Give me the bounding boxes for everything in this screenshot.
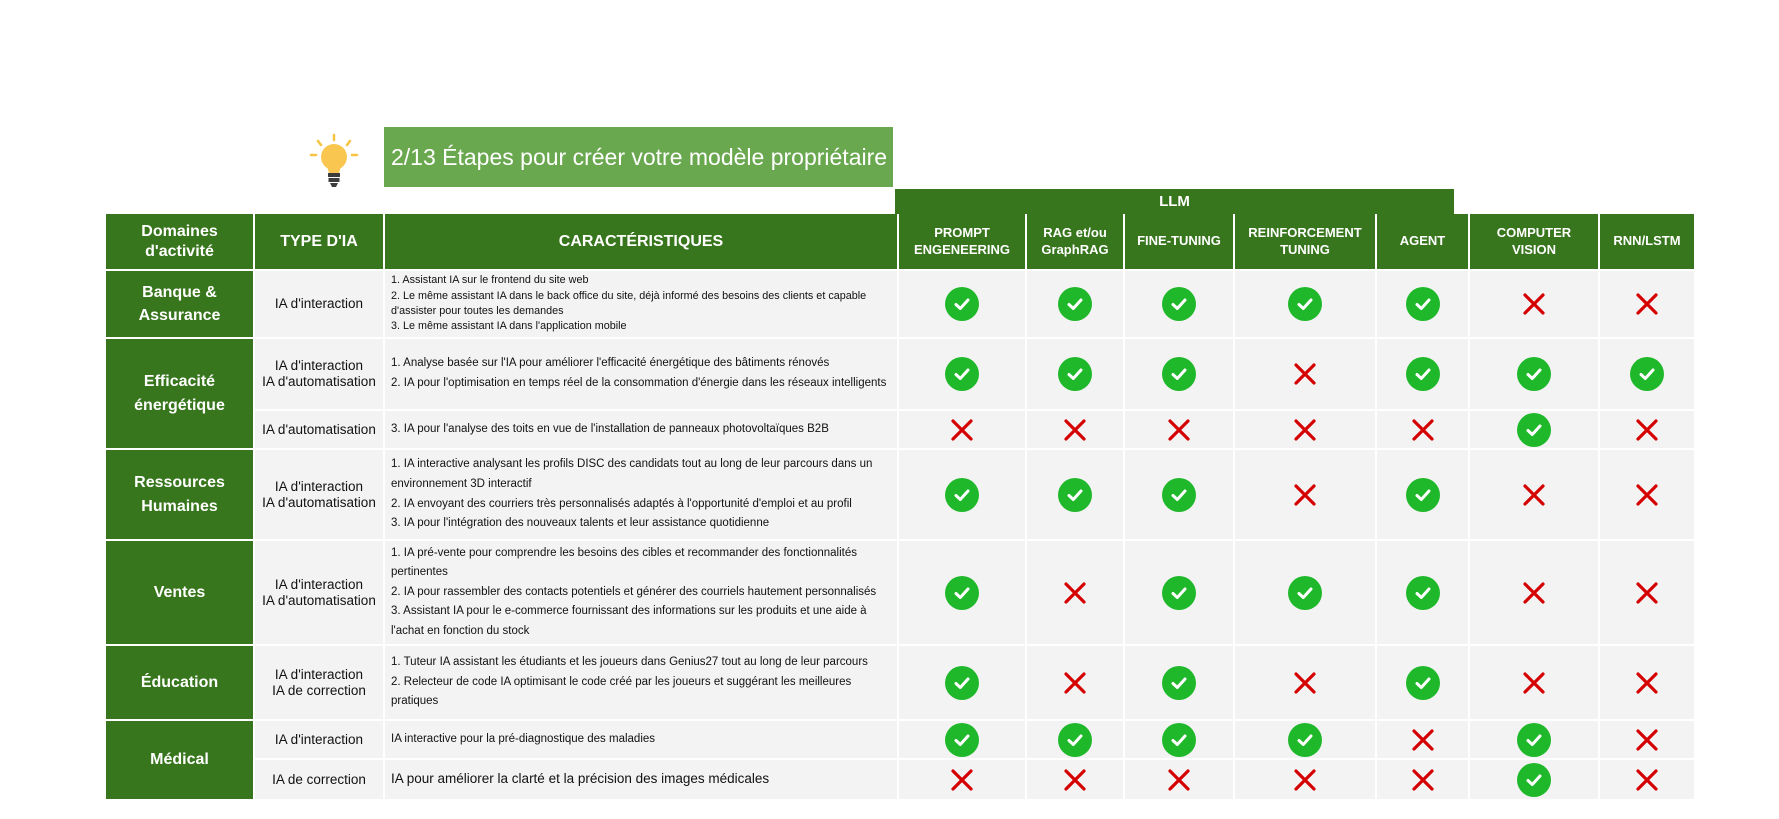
mark-cell-fine-tuning (1125, 646, 1233, 719)
domain-education: Éducation (106, 646, 253, 719)
cross-icon (1290, 359, 1320, 389)
mark-cell-prompt-engineering (899, 450, 1025, 539)
mark-cell-fine-tuning (1125, 271, 1233, 337)
feature-item: IA pour améliorer la clarté et la précision des images médicales (391, 771, 770, 787)
ia-type-cell (255, 760, 383, 799)
cross-icon (1060, 415, 1090, 445)
mark-cell-prompt-engineering (899, 541, 1025, 644)
check-icon (1406, 666, 1440, 700)
mark-cell-rnn-lstm (1600, 760, 1694, 799)
cross-icon (1408, 725, 1438, 755)
feature-item: 1. Assistant IA sur le frontend du site web (391, 274, 589, 287)
ia-type-label: IA d'interaction (274, 358, 364, 374)
domain-banque-assurance: Banque & Assurance (106, 271, 253, 337)
mark-cell-rag (1027, 339, 1123, 409)
mark-cell-prompt-engineering (899, 760, 1025, 799)
cross-icon (1632, 725, 1662, 755)
check-icon (1288, 576, 1322, 610)
mark-cell-rnn-lstm (1600, 646, 1694, 719)
ia-type-label: IA d'interaction (274, 296, 364, 312)
feature-item: 2. IA pour l'optimisation en temps réel de la consommation d'énergie dans les réseaux intelligents (391, 377, 887, 389)
cross-icon (1632, 415, 1662, 445)
ia-type-label: IA d'interaction (274, 731, 364, 747)
ia-type-cell (255, 541, 383, 644)
cross-icon (1290, 415, 1320, 445)
mark-cell-reinforcement-tuning (1235, 271, 1375, 337)
features-cell (385, 760, 897, 799)
cross-icon (1632, 668, 1662, 698)
check-icon (1288, 723, 1322, 757)
cross-icon (1290, 668, 1320, 698)
ia-type-cell (255, 646, 383, 719)
feature-item: 2. Le même assistant IA dans le back office du site, déjà informé des besoins des clients et capable d'assister pour toutes les demandes (391, 289, 867, 317)
check-icon (945, 723, 979, 757)
features-cell (385, 411, 897, 448)
check-icon (1162, 723, 1196, 757)
mark-cell-rag (1027, 721, 1123, 758)
check-icon (1058, 723, 1092, 757)
comparison-table (106, 214, 1694, 799)
mark-cell-fine-tuning (1125, 411, 1233, 448)
check-icon (1406, 576, 1440, 610)
ia-type-cell (255, 339, 383, 409)
mark-cell-agent (1377, 760, 1468, 799)
mark-cell-fine-tuning (1125, 339, 1233, 409)
mark-cell-agent (1377, 411, 1468, 448)
features-cell (385, 450, 897, 539)
cross-icon (1408, 415, 1438, 445)
header-reinforcement-tuning: REINFORCEMENT TUNING (1235, 214, 1375, 269)
check-icon (1058, 287, 1092, 321)
mark-cell-agent (1377, 271, 1468, 337)
cross-icon (947, 765, 977, 795)
domain-ressources-humaines: Ressources Humaines (106, 450, 253, 539)
mark-cell-rag (1027, 646, 1123, 719)
header-features: CARACTÉRISTIQUES (385, 214, 897, 269)
cross-icon (1519, 289, 1549, 319)
mark-cell-rnn-lstm (1600, 450, 1694, 539)
mark-cell-reinforcement-tuning (1235, 760, 1375, 799)
check-icon (945, 287, 979, 321)
lightbulb-icon (308, 133, 360, 189)
mark-cell-reinforcement-tuning (1235, 450, 1375, 539)
mark-cell-reinforcement-tuning (1235, 339, 1375, 409)
mark-cell-prompt-engineering (899, 271, 1025, 337)
cross-icon (1519, 578, 1549, 608)
features-cell (385, 721, 897, 758)
ia-type-cell (255, 271, 383, 337)
mark-cell-rag (1027, 760, 1123, 799)
check-icon (1162, 287, 1196, 321)
ia-type-label: IA de correction (272, 771, 366, 787)
mark-cell-rag (1027, 271, 1123, 337)
ia-type-cell (255, 721, 383, 758)
mark-cell-prompt-engineering (899, 411, 1025, 448)
mark-cell-computer-vision (1470, 339, 1598, 409)
check-icon (945, 666, 979, 700)
feature-item: 1. IA interactive analysant les profils DISC des candidats tout au long de leur parcours dans un environnement 3D interactif (391, 458, 873, 490)
features-cell (385, 339, 897, 409)
mark-cell-prompt-engineering (899, 721, 1025, 758)
ia-type-label: IA d'automatisation (262, 421, 376, 437)
mark-cell-rag (1027, 541, 1123, 644)
header-computer-vision: COMPUTER VISION (1470, 214, 1598, 269)
check-icon (945, 357, 979, 391)
cross-icon (1519, 668, 1549, 698)
check-icon (1406, 357, 1440, 391)
check-icon (1058, 357, 1092, 391)
check-icon (1517, 763, 1551, 797)
mark-cell-prompt-engineering (899, 646, 1025, 719)
mark-cell-computer-vision (1470, 646, 1598, 719)
mark-cell-reinforcement-tuning (1235, 541, 1375, 644)
check-icon (1162, 666, 1196, 700)
mark-cell-agent (1377, 721, 1468, 758)
check-icon (1162, 478, 1196, 512)
mark-cell-fine-tuning (1125, 541, 1233, 644)
mark-cell-rnn-lstm (1600, 339, 1694, 409)
feature-item: 3. Le même assistant IA dans l'application mobile (391, 320, 627, 333)
mark-cell-computer-vision (1470, 721, 1598, 758)
cross-icon (1164, 765, 1194, 795)
ia-type-label: IA d'automatisation (262, 592, 376, 608)
cross-icon (1519, 480, 1549, 510)
mark-cell-rnn-lstm (1600, 541, 1694, 644)
ia-type-label: IA d'interaction (274, 666, 364, 682)
check-icon (1630, 357, 1664, 391)
feature-item: 3. Assistant IA pour le e-commerce fournissant des informations sur les produits et une aide à l'achat en fonction du stock (391, 605, 867, 637)
mark-cell-fine-tuning (1125, 450, 1233, 539)
ia-type-label: IA d'interaction (274, 576, 364, 592)
mark-cell-rnn-lstm (1600, 271, 1694, 337)
domain-ventes: Ventes (106, 541, 253, 644)
check-icon (1517, 357, 1551, 391)
llm-group-header: LLM (895, 189, 1454, 214)
check-icon (1517, 723, 1551, 757)
check-icon (945, 478, 979, 512)
header-rag: RAG et/ou GraphRAG (1027, 214, 1123, 269)
check-icon (1406, 287, 1440, 321)
cross-icon (1632, 578, 1662, 608)
mark-cell-reinforcement-tuning (1235, 721, 1375, 758)
cross-icon (1164, 415, 1194, 445)
mark-cell-computer-vision (1470, 411, 1598, 448)
ia-type-label: IA d'interaction (274, 478, 364, 494)
header-prompt-engineering: PROMPT ENGENEERING (899, 214, 1025, 269)
ia-type-label: IA d'automatisation (262, 494, 376, 510)
ia-type-cell (255, 450, 383, 539)
feature-item: 2. IA envoyant des courriers très personnalisés adaptés à l'opportunité d'emploi et au profil (391, 497, 852, 510)
mark-cell-reinforcement-tuning (1235, 411, 1375, 448)
cross-icon (1290, 765, 1320, 795)
feature-item: 1. Tuteur IA assistant les étudiants et les joueurs dans Genius27 tout au long de leur parcours (391, 656, 868, 669)
mark-cell-computer-vision (1470, 541, 1598, 644)
cross-icon (1290, 480, 1320, 510)
feature-item: 3. IA pour l'intégration des nouveaux talents et leur assistance quotidienne (391, 517, 770, 530)
cross-icon (1408, 765, 1438, 795)
cross-icon (1632, 765, 1662, 795)
check-icon (1517, 413, 1551, 447)
check-icon (1288, 287, 1322, 321)
mark-cell-rag (1027, 411, 1123, 448)
mark-cell-rnn-lstm (1600, 411, 1694, 448)
feature-item: 2. IA pour rassembler des contacts potentiels et générer des courriels hautement personnalisés (391, 585, 877, 598)
feature-item: 1. IA pré-vente pour comprendre les besoins des cibles et recommander des fonctionnalités pertinentes (391, 546, 858, 579)
features-cell (385, 271, 897, 337)
features-cell (385, 646, 897, 719)
cross-icon (1060, 765, 1090, 795)
mark-cell-computer-vision (1470, 271, 1598, 337)
mark-cell-rag (1027, 450, 1123, 539)
mark-cell-reinforcement-tuning (1235, 646, 1375, 719)
domain-efficacite-energetique: Efficacité énergétique (106, 339, 253, 448)
ia-type-cell (255, 411, 383, 448)
domain-medical: Médical (106, 721, 253, 799)
cross-icon (1632, 289, 1662, 319)
header-rnn-lstm: RNN/LSTM (1600, 214, 1694, 269)
check-icon (1162, 357, 1196, 391)
feature-item: 3. IA pour l'analyse des toits en vue de l'installation de panneaux photovoltaïques B2B (391, 422, 829, 435)
header-type: TYPE D'IA (255, 214, 383, 269)
mark-cell-agent (1377, 339, 1468, 409)
cross-icon (1632, 480, 1662, 510)
feature-item: IA interactive pour la pré-diagnostique des maladies (391, 732, 656, 745)
mark-cell-fine-tuning (1125, 721, 1233, 758)
check-icon (1162, 576, 1196, 610)
mark-cell-rnn-lstm (1600, 721, 1694, 758)
header-agent: AGENT (1377, 214, 1468, 269)
check-icon (1058, 478, 1092, 512)
check-icon (1406, 478, 1440, 512)
feature-item: 1. Analyse basée sur l'IA pour améliorer l'efficacité énergétique des bâtiments rénovés (391, 357, 830, 370)
feature-item: 2. Relecteur de code IA optimisant le code créé par les joueurs et suggérant les meilleures pratiques (391, 675, 852, 708)
mark-cell-computer-vision (1470, 450, 1598, 539)
mark-cell-computer-vision (1470, 760, 1598, 799)
mark-cell-fine-tuning (1125, 760, 1233, 799)
header-domain: Domaines d'activité (106, 214, 253, 269)
cross-icon (947, 415, 977, 445)
mark-cell-prompt-engineering (899, 339, 1025, 409)
ia-type-label: IA de correction (272, 682, 366, 698)
check-icon (945, 576, 979, 610)
header-fine-tuning: FINE-TUNING (1125, 214, 1233, 269)
mark-cell-agent (1377, 541, 1468, 644)
ia-type-label: IA d'automatisation (262, 374, 376, 389)
mark-cell-agent (1377, 450, 1468, 539)
features-cell (385, 541, 897, 644)
mark-cell-agent (1377, 646, 1468, 719)
cross-icon (1060, 668, 1090, 698)
cross-icon (1060, 578, 1090, 608)
page-title: 2/13 Étapes pour créer votre modèle propriétaire (384, 127, 893, 187)
